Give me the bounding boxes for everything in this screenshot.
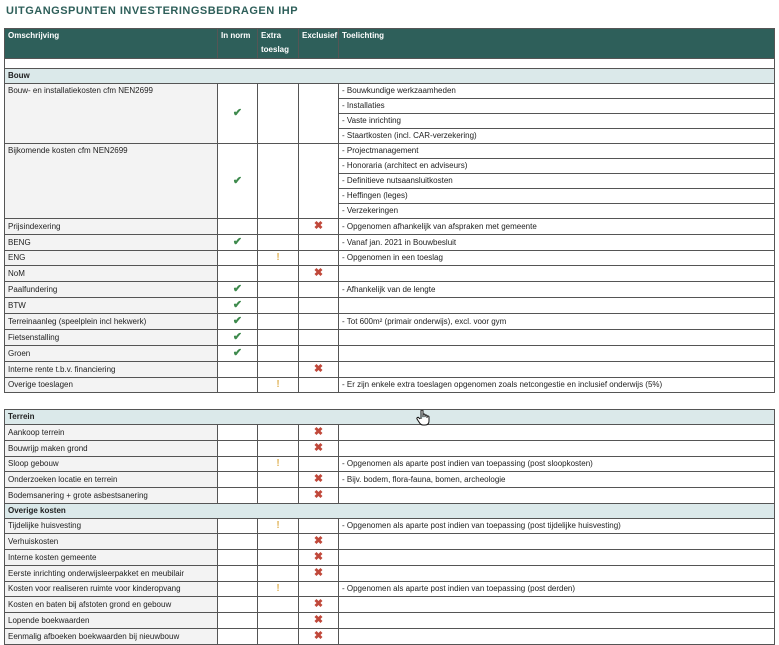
table-row (5, 144, 775, 159)
table-row (5, 472, 775, 488)
cross-icon: ✖ (313, 535, 324, 547)
row-description: Tijdelijke huisvesting (5, 519, 218, 534)
table-row (5, 613, 775, 629)
row-description: Lopende boekwaarden (5, 613, 218, 629)
check-icon: ✔ (232, 299, 243, 311)
exclamation-icon: ! (276, 520, 280, 531)
table-row (5, 629, 775, 645)
row-description: Bouw- en installatiekosten cfm NEN2699 (5, 84, 218, 144)
section-row-bouw (5, 69, 775, 84)
row-description: Aankoop terrein (5, 425, 218, 441)
header-toelichting: Toelichting (339, 29, 775, 59)
cross-icon: ✖ (313, 363, 324, 375)
check-icon: ✔ (232, 347, 243, 359)
row-note: - Bijv. bodem, flora-fauna, bomen, archeologie (339, 472, 775, 488)
row-description: Terreinaanleg (speelplein incl hekwerk) (5, 314, 218, 330)
row-note: - Opgenomen als aparte post indien van toepassing (post sloopkosten) (339, 457, 775, 472)
header-in-norm: In norm (218, 29, 258, 59)
cross-icon: ✖ (313, 567, 324, 579)
table-row (5, 597, 775, 613)
table-row (5, 235, 775, 251)
cross-icon: ✖ (313, 598, 324, 610)
row-note (339, 534, 775, 550)
row-note: - Opgenomen als aparte post indien van toepassing (post tijdelijke huisvesting) (339, 519, 775, 534)
row-description: Bodemsanering + grote asbestsanering (5, 488, 218, 504)
row-note (339, 362, 775, 378)
row-note (339, 597, 775, 613)
table-row (5, 378, 775, 393)
page-title: UITGANGSPUNTEN INVESTERINGSBEDRAGEN IHP (6, 5, 299, 17)
row-note: - Heffingen (leges) (339, 189, 775, 204)
row-note: - Tot 600m² (primair onderwijs), excl. voor gym (339, 314, 775, 330)
header-extra-toeslag: Extra toeslag (258, 29, 299, 59)
check-icon: ✔ (232, 107, 243, 119)
table-row (5, 457, 775, 472)
row-description: Interne kosten gemeente (5, 550, 218, 566)
row-note (339, 613, 775, 629)
table-row (5, 219, 775, 235)
cross-icon: ✖ (313, 551, 324, 563)
row-note: - Definitieve nutsaansluitkosten (339, 174, 775, 189)
row-note: - Opgenomen afhankelijk van afspraken met gemeente (339, 219, 775, 235)
exclamation-icon: ! (276, 583, 280, 594)
table-row (5, 314, 775, 330)
table-row (5, 298, 775, 314)
row-description: Prijsindexering (5, 219, 218, 235)
header-omschrijving: Omschrijving (5, 29, 218, 59)
row-note: - Afhankelijk van de lengte (339, 282, 775, 298)
row-description: Groen (5, 346, 218, 362)
row-note (339, 266, 775, 282)
cross-icon: ✖ (313, 442, 324, 454)
row-note: - Vaste inrichting (339, 114, 775, 129)
row-description: Verhuiskosten (5, 534, 218, 550)
section-title: Terrein (5, 410, 775, 425)
table-row (5, 441, 775, 457)
table-row (5, 251, 775, 266)
row-note: - Vanaf jan. 2021 in Bouwbesluit (339, 235, 775, 251)
row-note (339, 550, 775, 566)
row-description: Fietsenstalling (5, 330, 218, 346)
exclamation-icon: ! (276, 379, 280, 390)
row-description: Overige toeslagen (5, 378, 218, 393)
header-exclusief: Exclusief (299, 29, 339, 59)
row-note: - Bouwkundige werkzaamheden (339, 84, 775, 99)
row-description: Onderzoeken locatie en terrein (5, 472, 218, 488)
table-row (5, 282, 775, 298)
row-description: BENG (5, 235, 218, 251)
row-note: - Opgenomen als aparte post indien van toepassing (post derden) (339, 582, 775, 597)
row-description: NoM (5, 266, 218, 282)
row-note (339, 425, 775, 441)
row-note (339, 566, 775, 582)
table-row (5, 330, 775, 346)
row-description: Bouwrijp maken grond (5, 441, 218, 457)
table-row (5, 534, 775, 550)
cross-icon: ✖ (313, 489, 324, 501)
row-description: Kosten en baten bij afstoten grond en gebouw (5, 597, 218, 613)
cross-icon: ✖ (313, 220, 324, 232)
exclamation-icon: ! (276, 252, 280, 263)
row-note (339, 330, 775, 346)
table-row (5, 362, 775, 378)
check-icon: ✔ (232, 174, 243, 187)
row-description: BTW (5, 298, 218, 314)
table-row (5, 346, 775, 362)
cross-icon: ✖ (313, 473, 324, 485)
check-icon: ✔ (232, 236, 243, 248)
row-note: - Projectmanagement (339, 144, 775, 159)
section-row-terrein (5, 410, 775, 425)
row-description: Interne rente t.b.v. financiering (5, 362, 218, 378)
row-note: - Honoraria (architect en adviseurs) (339, 159, 775, 174)
row-note (339, 629, 775, 645)
row-note: - Verzekeringen (339, 204, 775, 219)
exclamation-icon: ! (276, 458, 280, 469)
row-note: - Installaties (339, 99, 775, 114)
row-note: - Opgenomen in een toeslag (339, 251, 775, 266)
row-note (339, 488, 775, 504)
table-row (5, 519, 775, 534)
check-icon: ✔ (232, 331, 243, 343)
row-description: Eerste inrichting onderwijsleerpakket en meubilair (5, 566, 218, 582)
table-row (5, 582, 775, 597)
row-note (339, 298, 775, 314)
row-description: Bijkomende kosten cfm NEN2699 (5, 144, 218, 219)
table-terrein-overige (4, 409, 775, 645)
check-icon: ✔ (232, 283, 243, 295)
cross-icon: ✖ (313, 614, 324, 626)
row-description: Paalfundering (5, 282, 218, 298)
section-title: Bouw (5, 69, 775, 84)
row-description: ENG (5, 251, 218, 266)
table-row (5, 488, 775, 504)
row-note: - Er zijn enkele extra toeslagen opgenomen zoals netcongestie en inclusief onderwijs (5%) (339, 378, 775, 393)
row-note: - Staartkosten (incl. CAR-verzekering) (339, 129, 775, 144)
row-description: Eenmalig afboeken boekwaarden bij nieuwbouw (5, 629, 218, 645)
table-row (5, 550, 775, 566)
section-row-overige (5, 504, 775, 519)
cross-icon: ✖ (313, 630, 324, 642)
table-row (5, 84, 775, 99)
row-note (339, 441, 775, 457)
row-note (339, 346, 775, 362)
check-icon: ✔ (232, 315, 243, 327)
section-title: Overige kosten (5, 504, 775, 519)
cross-icon: ✖ (313, 426, 324, 438)
cross-icon: ✖ (313, 267, 324, 279)
table-row (5, 266, 775, 282)
hand-cursor-icon (416, 410, 430, 426)
table-bouw (4, 28, 775, 393)
row-description: Kosten voor realiseren ruimte voor kinderopvang (5, 582, 218, 597)
table-row (5, 425, 775, 441)
row-description: Sloop gebouw (5, 457, 218, 472)
table-row (5, 566, 775, 582)
